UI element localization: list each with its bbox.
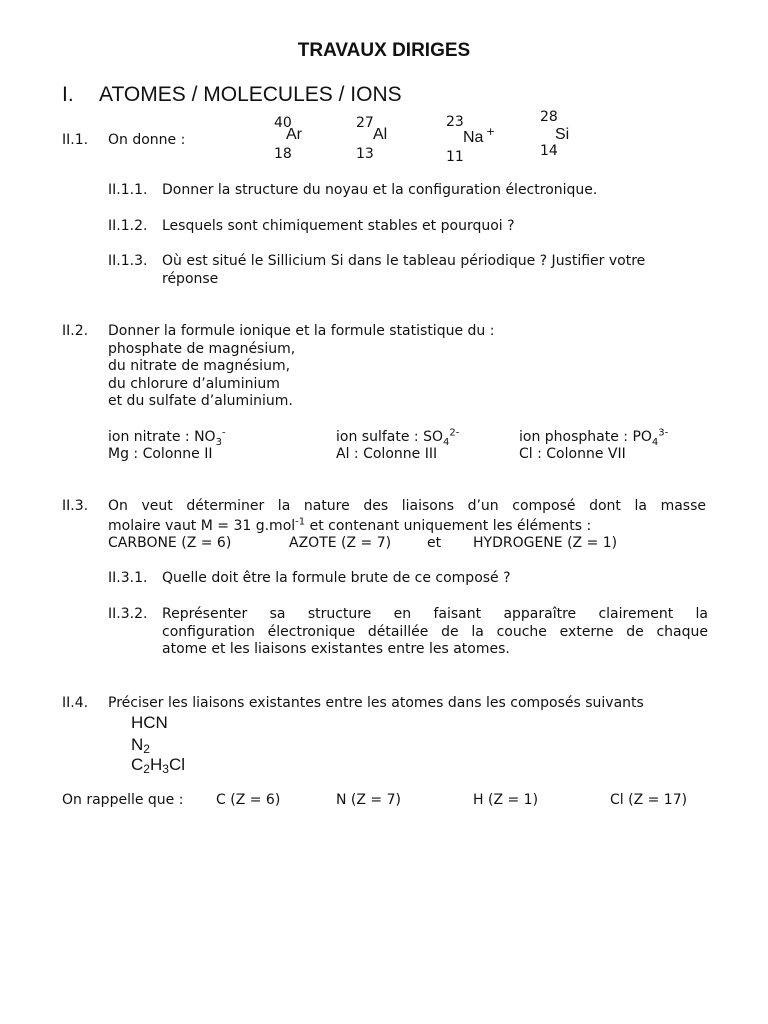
reminder-lead: On rappelle que : bbox=[62, 792, 184, 808]
molecule-c2h3cl bbox=[131, 754, 185, 775]
subquestion-text: Où est situé le Sillicium Si dans le tableau périodique ? Justifier votre bbox=[162, 253, 646, 269]
question-line: On veut déterminer la nature des liaisons d’un composé dont la masse bbox=[108, 498, 706, 514]
reminder-item: H (Z = 1) bbox=[473, 792, 539, 808]
subquestion-number: II.3.1. bbox=[108, 570, 148, 586]
formula-subscript: 3 bbox=[162, 762, 169, 776]
formula-part: H bbox=[149, 755, 163, 774]
question-line-end: et contenant uniquement les éléments : bbox=[305, 518, 592, 534]
atomic-number: 11 bbox=[446, 149, 464, 165]
mass-number: 27 bbox=[356, 115, 374, 131]
ion-charge: + bbox=[486, 125, 496, 138]
atomic-number: 18 bbox=[274, 146, 292, 162]
question-text: Préciser les liaisons existantes entre les atomes dans les composés suivants bbox=[108, 695, 644, 711]
ion-label: ion phosphate : PO bbox=[519, 429, 652, 445]
question-line: du nitrate de magnésium, bbox=[108, 358, 291, 374]
question-line: du chlorure d’aluminium bbox=[108, 376, 280, 392]
column-info: Cl : Colonne VII bbox=[519, 446, 626, 462]
conjunction: et bbox=[427, 535, 442, 551]
molar-mass-text: molaire vaut M = 31 g.mol bbox=[108, 518, 296, 534]
column-info: Al : Colonne III bbox=[336, 446, 438, 462]
page-title: TRAVAUX DIRIGES bbox=[297, 40, 471, 61]
ion-label: ion sulfate : SO bbox=[336, 429, 443, 445]
element-nitrogen: AZOTE (Z = 7) bbox=[289, 535, 392, 551]
question-number: II.2. bbox=[62, 323, 89, 339]
formula-subscript: 2 bbox=[143, 742, 150, 756]
subquestion-text: configuration électronique détaillée de la couche externe de chaque bbox=[162, 624, 708, 640]
question-line: et du sulfate d’aluminium. bbox=[108, 393, 293, 409]
ion-label: ion nitrate : NO bbox=[108, 429, 216, 445]
element-symbol: Al bbox=[373, 126, 388, 143]
ion-charge: 3- bbox=[658, 427, 669, 439]
subquestion-number: II.1.2. bbox=[108, 218, 148, 234]
subquestion-text: atome et les liaisons existantes entre les atomes. bbox=[162, 641, 510, 657]
mass-number: 40 bbox=[274, 115, 292, 131]
ion-subscript: 4 bbox=[442, 436, 450, 448]
question-number: II.4. bbox=[62, 695, 89, 711]
ion-sulfate bbox=[336, 429, 459, 446]
mass-number: 23 bbox=[446, 114, 464, 130]
subquestion-number: II.3.2. bbox=[108, 606, 148, 622]
subquestion-text: Quelle doit être la formule brute de ce composé ? bbox=[162, 570, 511, 586]
question-lead: On donne : bbox=[108, 132, 186, 148]
molecule-hcn: HCN bbox=[131, 713, 168, 732]
question-line: Donner la formule ionique et la formule statistique du : bbox=[108, 323, 495, 339]
mass-number: 28 bbox=[540, 109, 558, 125]
section-number: I. bbox=[62, 83, 74, 106]
formula-subscript: 2 bbox=[143, 762, 150, 776]
element-symbol: Na bbox=[463, 129, 484, 146]
subquestion-number: II.1.3. bbox=[108, 253, 148, 269]
subquestion-number: II.1.1. bbox=[108, 182, 148, 198]
reminder-item: Cl (Z = 17) bbox=[610, 792, 688, 808]
reminder-item: C (Z = 6) bbox=[216, 792, 281, 808]
subquestion-text: Donner la structure du noyau et la configuration électronique. bbox=[162, 182, 598, 198]
subquestion-text: Représenter sa structure en faisant apparaître clairement la bbox=[162, 606, 708, 622]
ion-charge: - bbox=[221, 427, 226, 439]
formula-part: N bbox=[131, 735, 144, 754]
unit-exponent: -1 bbox=[295, 516, 306, 528]
atomic-number: 14 bbox=[540, 143, 558, 159]
element-hydrogen: HYDROGENE (Z = 1) bbox=[473, 535, 618, 551]
column-info: Mg : Colonne II bbox=[108, 446, 213, 462]
question-line bbox=[108, 518, 591, 535]
ion-charge: 2- bbox=[449, 427, 460, 439]
molecule-n2 bbox=[131, 734, 150, 755]
element-carbon: CARBONE (Z = 6) bbox=[108, 535, 232, 551]
ion-phosphate bbox=[519, 429, 668, 446]
ion-subscript: 3 bbox=[215, 436, 222, 448]
element-symbol: Si bbox=[555, 126, 570, 143]
subquestion-text: réponse bbox=[162, 271, 219, 287]
ion-nitrate bbox=[108, 429, 226, 446]
ion-subscript: 4 bbox=[651, 436, 659, 448]
element-symbol: Ar bbox=[286, 126, 302, 143]
subquestion-text: Lesquels sont chimiquement stables et pourquoi ? bbox=[162, 218, 515, 234]
question-line: phosphate de magnésium, bbox=[108, 341, 296, 357]
reminder-item: N (Z = 7) bbox=[336, 792, 401, 808]
section-title: ATOMES / MOLECULES / IONS bbox=[99, 83, 402, 106]
question-number: II.1. bbox=[62, 132, 89, 148]
atomic-number: 13 bbox=[356, 146, 374, 162]
formula-part: C bbox=[131, 755, 144, 774]
formula-part: Cl bbox=[168, 755, 185, 774]
question-number: II.3. bbox=[62, 498, 89, 514]
